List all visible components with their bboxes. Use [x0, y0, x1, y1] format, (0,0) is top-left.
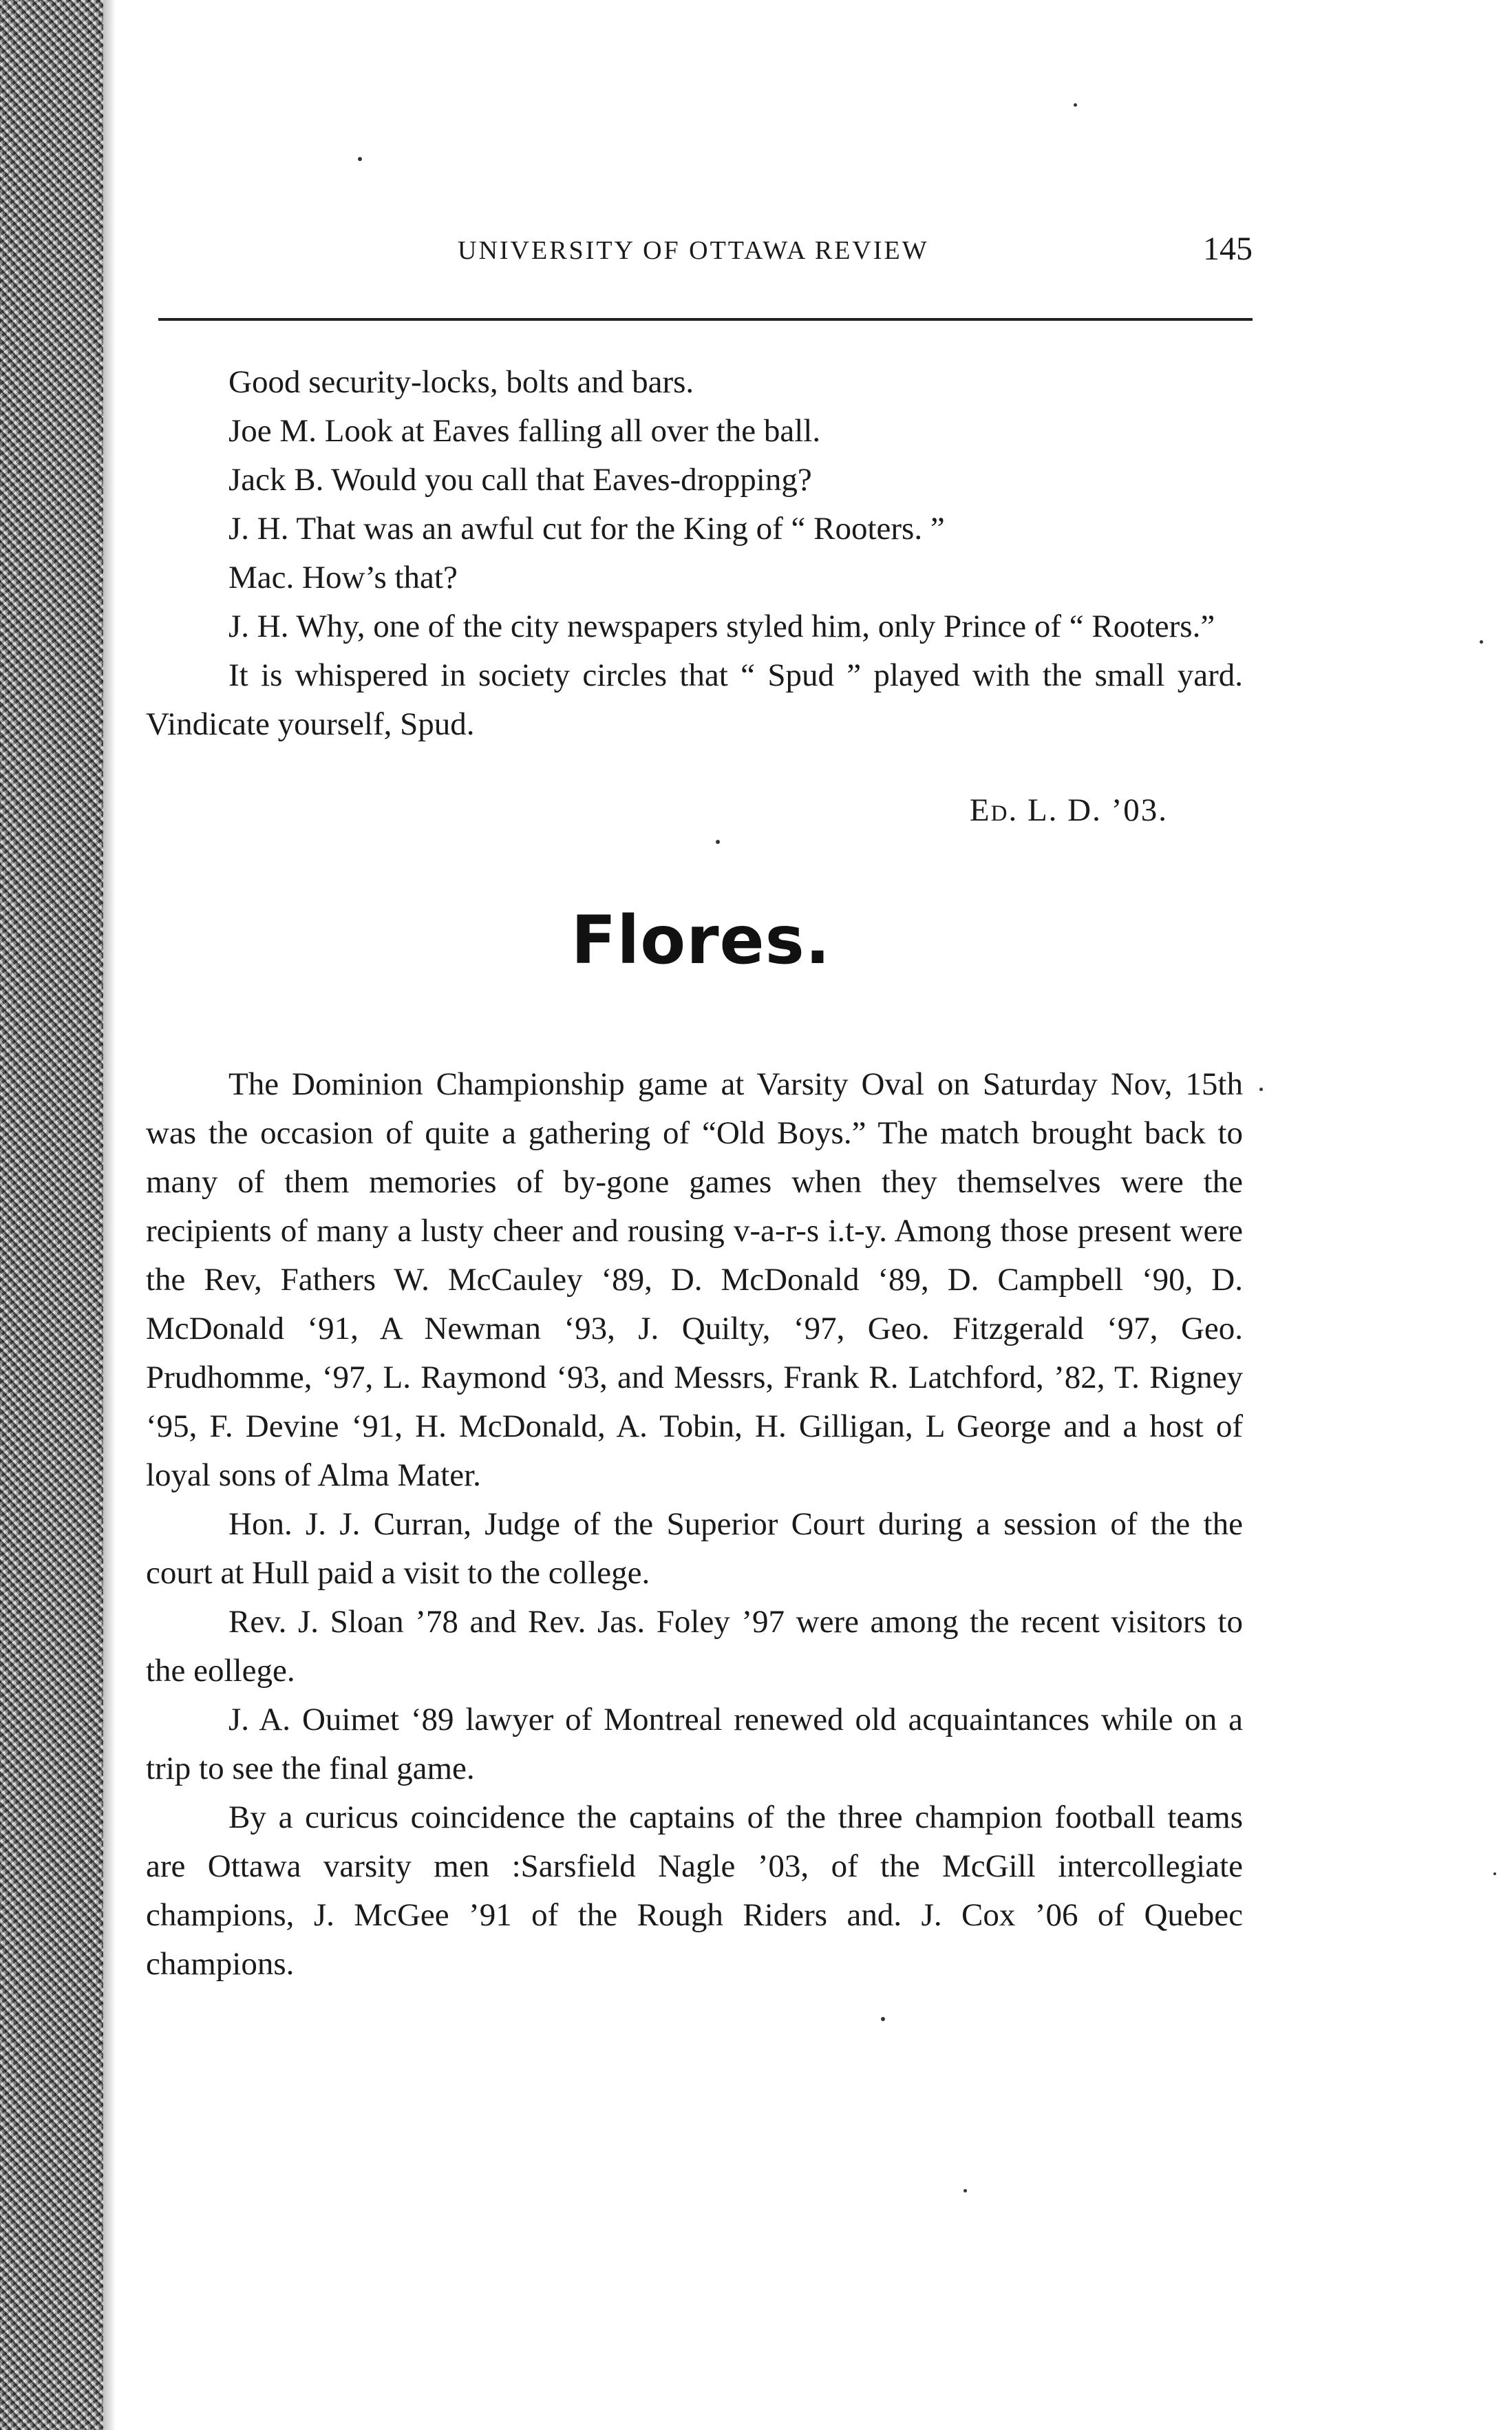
scan-speck — [716, 840, 720, 844]
scan-speck — [1480, 640, 1483, 644]
dialogue-line: Joe M. Look at Eaves falling all over the ball. — [228, 413, 821, 449]
news-paragraph: Hon. J. J. Curran, Judge of the Superior Court during a session of the the court at Hull paid a visit to the college. — [146, 1506, 1243, 1591]
scan-speck — [1074, 103, 1077, 107]
dialogue-line: Jack B. Would you call that Eaves-dropping? — [228, 462, 812, 498]
binding-shadow — [103, 0, 116, 2430]
scan-speck — [358, 157, 362, 161]
dialogue-line: Mac. How’s that? — [228, 560, 458, 595]
author-signature: Ed. L. D. ’03. — [969, 792, 1168, 828]
dialogue-line: Good security-locks, bolts and bars. — [228, 364, 694, 400]
page-header — [158, 231, 1253, 277]
book-binding-edge — [0, 0, 103, 2430]
dialogue-paragraph: It is whispered in society circles that “ Spud ” played with the small yard. Vindicate yourself, Spud. — [146, 657, 1243, 742]
news-block — [146, 1060, 1243, 1989]
page-number: 145 — [1203, 231, 1253, 267]
news-paragraph: The Dominion Championship game at Varsity Oval on Saturday Nov, 15th was the occasion of quite a gathering of “Old Boys.” The match brought back to many of them memories of by-gone games when they themselves were the recipients of many a lusty cheer and rousing v-a-r-s i.t-y. Among those present were the Rev, Fathers W. McCauley ‘89, D. McDonald ‘89, D. Campbell ‘90, D. McDonald ‘91, A Newman ‘93, J. Quilty, ‘97, Geo. Fitzgerald ‘97, Geo. Prudhomme, ‘97, L. Raymond ‘93, and Messrs, Frank R. Latchford, ’82, T. Rigney ‘95, F. Devine ‘91, H. McDonald, A. Tobin, H. Gilligan, L George and a host of loyal sons of Alma Mater. — [146, 1066, 1243, 1493]
scan-speck — [963, 2189, 967, 2193]
news-paragraph: Rev. J. Sloan ’78 and Rev. Jas. Foley ’97 were among the recent visitors to the eollege. — [146, 1604, 1243, 1689]
scan-speck — [881, 2017, 885, 2021]
running-head: UNIVERSITY OF OTTAWA REVIEW — [458, 236, 929, 265]
news-paragraph: By a curicus coincidence the captains of the three champion football teams are Ottawa varsity men :Sarsfield Nagle ’03, of the McGill intercollegiate champions, J. McGee ’91 of the Rough Riders and. J. Cox ’06 of Quebec champions. — [146, 1799, 1243, 1982]
dialogue-block — [146, 358, 1243, 749]
scan-speck — [1259, 1088, 1263, 1091]
scan-speck — [1493, 1872, 1496, 1875]
dialogue-line: J. H. That was an awful cut for the King of “ Rooters. ” — [228, 511, 945, 547]
dialogue-line: J. H. Why, one of the city newspapers styled him, only Prince of “ Rooters.” — [228, 609, 1215, 644]
section-title: Flores. — [571, 902, 831, 979]
news-paragraph: J. A. Ouimet ‘89 lawyer of Montreal renewed old acquaintances while on a trip to see the final game. — [146, 1702, 1243, 1786]
header-rule — [158, 318, 1253, 321]
